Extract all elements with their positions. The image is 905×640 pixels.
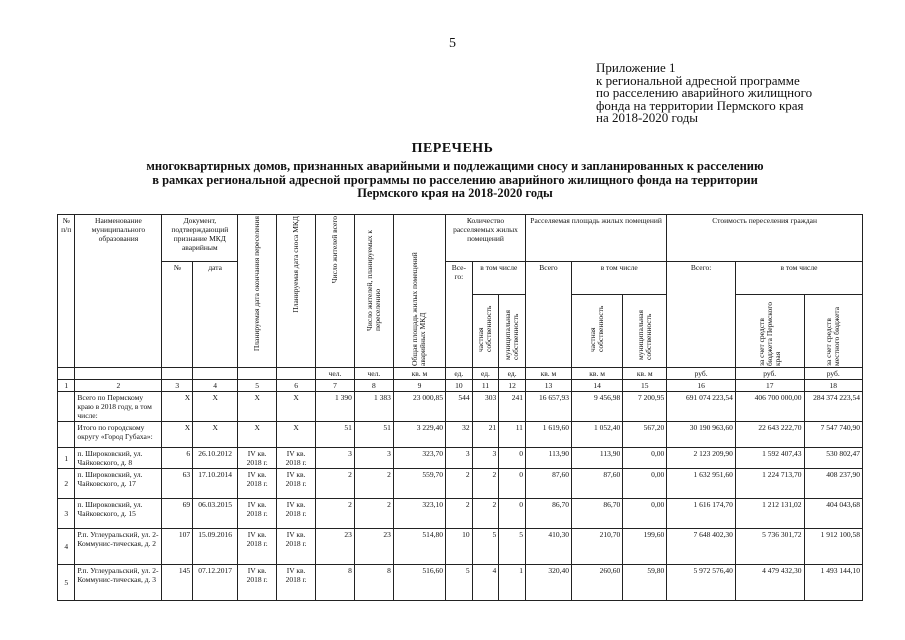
header-municipality: Наименование муниципального образования <box>75 215 162 368</box>
column-number-cell: 16 <box>667 380 736 392</box>
table-cell: Х <box>277 392 316 422</box>
subtitle-line: многоквартирных домов, признанных аварийными и подлежащими сносу и запланированных к расселению <box>146 159 764 173</box>
appendix-line: Приложение 1 <box>596 60 676 75</box>
table-row <box>58 448 863 469</box>
table-cell: IV кв. 2018 г. <box>238 565 277 601</box>
table-cell: 408 237,90 <box>804 469 863 499</box>
appendix-block <box>596 62 812 125</box>
table-cell: 2 <box>354 499 393 529</box>
table-cell: 0,00 <box>623 499 667 529</box>
table-cell: 2 <box>446 499 473 529</box>
table-cell: 1 383 <box>354 392 393 422</box>
table-cell: 0 <box>499 448 526 469</box>
column-number-cell: 11 <box>472 380 499 392</box>
table-cell: 51 <box>316 422 355 448</box>
table-cell: 5 <box>499 529 526 565</box>
units-row <box>58 368 863 380</box>
table-cell: IV кв. 2018 г. <box>277 499 316 529</box>
table-cell: 3 <box>316 448 355 469</box>
table-cell: IV кв. 2018 г. <box>238 469 277 499</box>
table-body <box>58 392 863 601</box>
table-cell: IV кв. 2018 г. <box>277 448 316 469</box>
table-cell: 1 632 951,60 <box>667 469 736 499</box>
unit-cell: руб. <box>804 368 863 380</box>
table-cell: 514,80 <box>393 529 445 565</box>
table-cell: 51 <box>354 422 393 448</box>
unit-cell <box>75 368 162 380</box>
table-cell: 323,70 <box>393 448 445 469</box>
document-title: ПЕРЕЧЕНЬ <box>411 141 494 156</box>
table-cell: 7 200,95 <box>623 392 667 422</box>
table-cell: 1 912 100,58 <box>804 529 863 565</box>
table-row <box>58 392 863 422</box>
table-cell: Итого по городскому округу «Город Губаха»: <box>75 422 162 448</box>
table-cell: 1 619,60 <box>525 422 571 448</box>
column-number-cell: 9 <box>393 380 445 392</box>
table-cell: 2 123 209,90 <box>667 448 736 469</box>
table-cell: Р.п. Углеуральский, ул. 2-Коммунис-тическая, д. 2 <box>75 529 162 565</box>
table-cell: Х <box>193 422 238 448</box>
table-row <box>58 565 863 601</box>
table-cell: 320,40 <box>525 565 571 601</box>
column-number-cell: 6 <box>277 380 316 392</box>
table-cell: Всего по Пермскому краю в 2018 году, в том числе: <box>75 392 162 422</box>
table-cell: 241 <box>499 392 526 422</box>
header-resettled-area: Расселяемая площадь жилых помещений <box>525 215 666 262</box>
unit-cell: кв. м <box>623 368 667 380</box>
unit-cell: ед. <box>472 368 499 380</box>
table-cell: 1 052,40 <box>572 422 623 448</box>
table-cell: 210,70 <box>572 529 623 565</box>
column-number-cell: 12 <box>499 380 526 392</box>
header-area-incl: в том числе <box>572 262 667 295</box>
appendix-line: по расселению аварийного жилищного <box>596 85 813 100</box>
table-cell: 2 <box>316 469 355 499</box>
unit-cell: руб. <box>735 368 804 380</box>
table-cell: 5 736 301,72 <box>735 529 804 565</box>
header-area-total: Всего <box>525 262 571 368</box>
table-cell: 32 <box>446 422 473 448</box>
unit-cell: кв. м <box>393 368 445 380</box>
table-cell: 567,20 <box>623 422 667 448</box>
table-cell: 21 <box>472 422 499 448</box>
header-planned-resettle: Планируемая дата окончания переселения <box>238 215 277 368</box>
header-area-private: частная собственность <box>572 295 623 368</box>
table-cell: 3 229,40 <box>393 422 445 448</box>
header-local-budget: за счет средств местного бюджета <box>804 295 863 368</box>
table-cell: 1 592 407,43 <box>735 448 804 469</box>
table-cell: 06.03.2015 <box>193 499 238 529</box>
header-cost-incl: в том числе <box>735 262 862 295</box>
column-number-cell: 5 <box>238 380 277 392</box>
table-cell: 199,60 <box>623 529 667 565</box>
table-cell: 11 <box>499 422 526 448</box>
table-cell: Х <box>277 422 316 448</box>
table-cell: 1 616 174,70 <box>667 499 736 529</box>
table-cell: 410,30 <box>525 529 571 565</box>
table-row <box>58 422 863 448</box>
table-cell: 284 374 223,54 <box>804 392 863 422</box>
subtitle-line: Пермского края на 2018-2020 годы <box>357 186 553 200</box>
table-cell: 23 000,85 <box>393 392 445 422</box>
table-cell <box>58 392 75 422</box>
table-cell: 3 <box>58 499 75 529</box>
column-number-cell: 2 <box>75 380 162 392</box>
header-cost-total: Всего: <box>667 262 736 368</box>
table-cell: 6 <box>162 448 193 469</box>
table-cell: 23 <box>316 529 355 565</box>
column-number-cell: 1 <box>58 380 75 392</box>
header-row-1 <box>58 215 863 262</box>
column-number-cell: 4 <box>193 380 238 392</box>
header-doc-date: дата <box>193 262 238 368</box>
table-cell: 145 <box>162 565 193 601</box>
table-cell: 5 <box>446 565 473 601</box>
table-cell: 2 <box>472 499 499 529</box>
table-cell: 59,80 <box>623 565 667 601</box>
table-cell: п. Широковский, ул. Чайковского, д. 15 <box>75 499 162 529</box>
table-cell: 87,60 <box>525 469 571 499</box>
column-number-cell: 8 <box>354 380 393 392</box>
table-cell: 7 547 740,90 <box>804 422 863 448</box>
header-total-area: Общая площадь жилых помещений аварийных МКД <box>393 215 445 368</box>
table-cell: п. Широковский, ул. Чайковского, д. 8 <box>75 448 162 469</box>
table-cell: 0,00 <box>623 469 667 499</box>
table-cell: 4 479 432,30 <box>735 565 804 601</box>
table-cell: Х <box>193 392 238 422</box>
header-document: Документ, подтверждающий признание МКД аварийным <box>162 215 238 262</box>
table-cell: 87,60 <box>572 469 623 499</box>
unit-cell <box>238 368 277 380</box>
table-cell: Х <box>162 392 193 422</box>
column-number-row <box>58 380 863 392</box>
table-cell: IV кв. 2018 г. <box>238 529 277 565</box>
header-doc-no: № <box>162 262 193 368</box>
table-cell: 1 <box>499 565 526 601</box>
unit-cell <box>193 368 238 380</box>
table-cell: 1 <box>58 448 75 469</box>
column-number-cell: 3 <box>162 380 193 392</box>
table-cell: IV кв. 2018 г. <box>277 565 316 601</box>
table-cell: 3 <box>354 448 393 469</box>
unit-cell: кв. м <box>525 368 571 380</box>
column-number-cell: 14 <box>572 380 623 392</box>
table-cell: Х <box>238 422 277 448</box>
unit-cell <box>58 368 75 380</box>
appendix-line: к региональной адресной программе <box>596 72 800 88</box>
table-cell: 07.12.2017 <box>193 565 238 601</box>
table-cell: 3 <box>446 448 473 469</box>
table-cell: 16 657,93 <box>525 392 571 422</box>
table-cell: 86,70 <box>525 499 571 529</box>
header-rooms-municipal: муниципальная собственность <box>499 295 526 368</box>
unit-cell: чел. <box>354 368 393 380</box>
unit-cell: чел. <box>316 368 355 380</box>
table-cell: IV кв. 2018 г. <box>238 448 277 469</box>
table-cell: 559,70 <box>393 469 445 499</box>
header-regional-budget: за счет средств бюджета Пермского края <box>735 295 804 368</box>
table-cell: 2 <box>316 499 355 529</box>
table-cell: 1 390 <box>316 392 355 422</box>
table-cell: 1 212 131,02 <box>735 499 804 529</box>
table-cell: 69 <box>162 499 193 529</box>
unit-cell: ед. <box>499 368 526 380</box>
appendix-line: фонда на территории Пермского края <box>596 97 804 113</box>
column-number-cell: 13 <box>525 380 571 392</box>
table-cell: 5 <box>472 529 499 565</box>
column-number-cell: 17 <box>735 380 804 392</box>
header-rooms-incl: в том числе <box>472 262 525 295</box>
header-rooms-private: частная собственность <box>472 295 499 368</box>
table-cell: 4 <box>472 565 499 601</box>
table-cell: 4 <box>58 529 75 565</box>
unit-cell <box>277 368 316 380</box>
page-number: 5 <box>449 36 456 51</box>
table-cell: 9 456,98 <box>572 392 623 422</box>
table-cell: Х <box>162 422 193 448</box>
header-row-2 <box>58 262 863 295</box>
table-cell: 260,60 <box>572 565 623 601</box>
table-cell: 5 <box>58 565 75 601</box>
table-cell: 17.10.2014 <box>193 469 238 499</box>
unit-cell <box>162 368 193 380</box>
column-number-cell: 10 <box>446 380 473 392</box>
subtitle-line: в рамках региональной адресной программы по расселению аварийного жилищного фонда на территории <box>152 172 758 187</box>
header-num: № п/п <box>58 215 75 368</box>
column-number-cell: 15 <box>623 380 667 392</box>
table-cell: 1 224 713,70 <box>735 469 804 499</box>
table-cell: п. Широковский, ул. Чайковского, д. 17 <box>75 469 162 499</box>
column-number-cell: 7 <box>316 380 355 392</box>
column-number-cell: 18 <box>804 380 863 392</box>
table-cell: 5 972 576,40 <box>667 565 736 601</box>
table-cell: 113,90 <box>572 448 623 469</box>
table-cell: 22 643 222,70 <box>735 422 804 448</box>
table-cell: Р.п. Углеуральский, ул. 2-Коммунис-тическая, д. 3 <box>75 565 162 601</box>
table-cell: 10 <box>446 529 473 565</box>
table-cell: 107 <box>162 529 193 565</box>
table-cell: 23 <box>354 529 393 565</box>
header-rooms-count: Количество расселяемых жилых помещений <box>446 215 526 262</box>
table-cell: 26.10.2012 <box>193 448 238 469</box>
table-cell: Х <box>238 392 277 422</box>
header-residents-total: Число жителей всего <box>316 215 355 368</box>
table-cell: 30 190 963,60 <box>667 422 736 448</box>
table-cell: 2 <box>472 469 499 499</box>
table-cell: 7 648 402,30 <box>667 529 736 565</box>
table-cell: 15.09.2016 <box>193 529 238 565</box>
header-planned-demolish: Планируемая дата сноса МКД <box>277 215 316 368</box>
table-cell: 544 <box>446 392 473 422</box>
header-cost: Стоимость переселения граждан <box>667 215 863 262</box>
table-cell: 303 <box>472 392 499 422</box>
table-cell: 63 <box>162 469 193 499</box>
table-cell: 2 <box>58 469 75 499</box>
table-cell: 8 <box>354 565 393 601</box>
table-cell: 0 <box>499 469 526 499</box>
table-cell: 0 <box>499 499 526 529</box>
table-cell: 530 802,47 <box>804 448 863 469</box>
document-subtitle <box>40 160 870 201</box>
table-cell: 406 700 000,00 <box>735 392 804 422</box>
header-area-municipal: муниципальная собственность <box>623 295 667 368</box>
table-cell: 8 <box>316 565 355 601</box>
table-cell: 691 074 223,54 <box>667 392 736 422</box>
table-cell: 0,00 <box>623 448 667 469</box>
unit-cell: кв. м <box>572 368 623 380</box>
table-cell: 1 493 144,10 <box>804 565 863 601</box>
table-cell: IV кв. 2018 г. <box>277 469 316 499</box>
table-row <box>58 529 863 565</box>
table-cell: IV кв. 2018 г. <box>277 529 316 565</box>
table-cell: 86,70 <box>572 499 623 529</box>
table-cell: 3 <box>472 448 499 469</box>
table-cell: 2 <box>446 469 473 499</box>
table-cell: 404 043,68 <box>804 499 863 529</box>
appendix-line: на 2018-2020 годы <box>596 110 699 125</box>
header-residents-planned: Число жителей, планируемых к переселению <box>354 215 393 368</box>
table-cell: IV кв. 2018 г. <box>238 499 277 529</box>
table-cell: 2 <box>354 469 393 499</box>
table-cell: 516,60 <box>393 565 445 601</box>
unit-cell: руб. <box>667 368 736 380</box>
unit-cell: ед. <box>446 368 473 380</box>
table-cell <box>58 422 75 448</box>
table-cell: 323,10 <box>393 499 445 529</box>
table-row <box>58 469 863 499</box>
table-row <box>58 499 863 529</box>
header-rooms-total: Все-го: <box>446 262 473 368</box>
resettlement-table <box>57 214 863 601</box>
table-cell: 113,90 <box>525 448 571 469</box>
